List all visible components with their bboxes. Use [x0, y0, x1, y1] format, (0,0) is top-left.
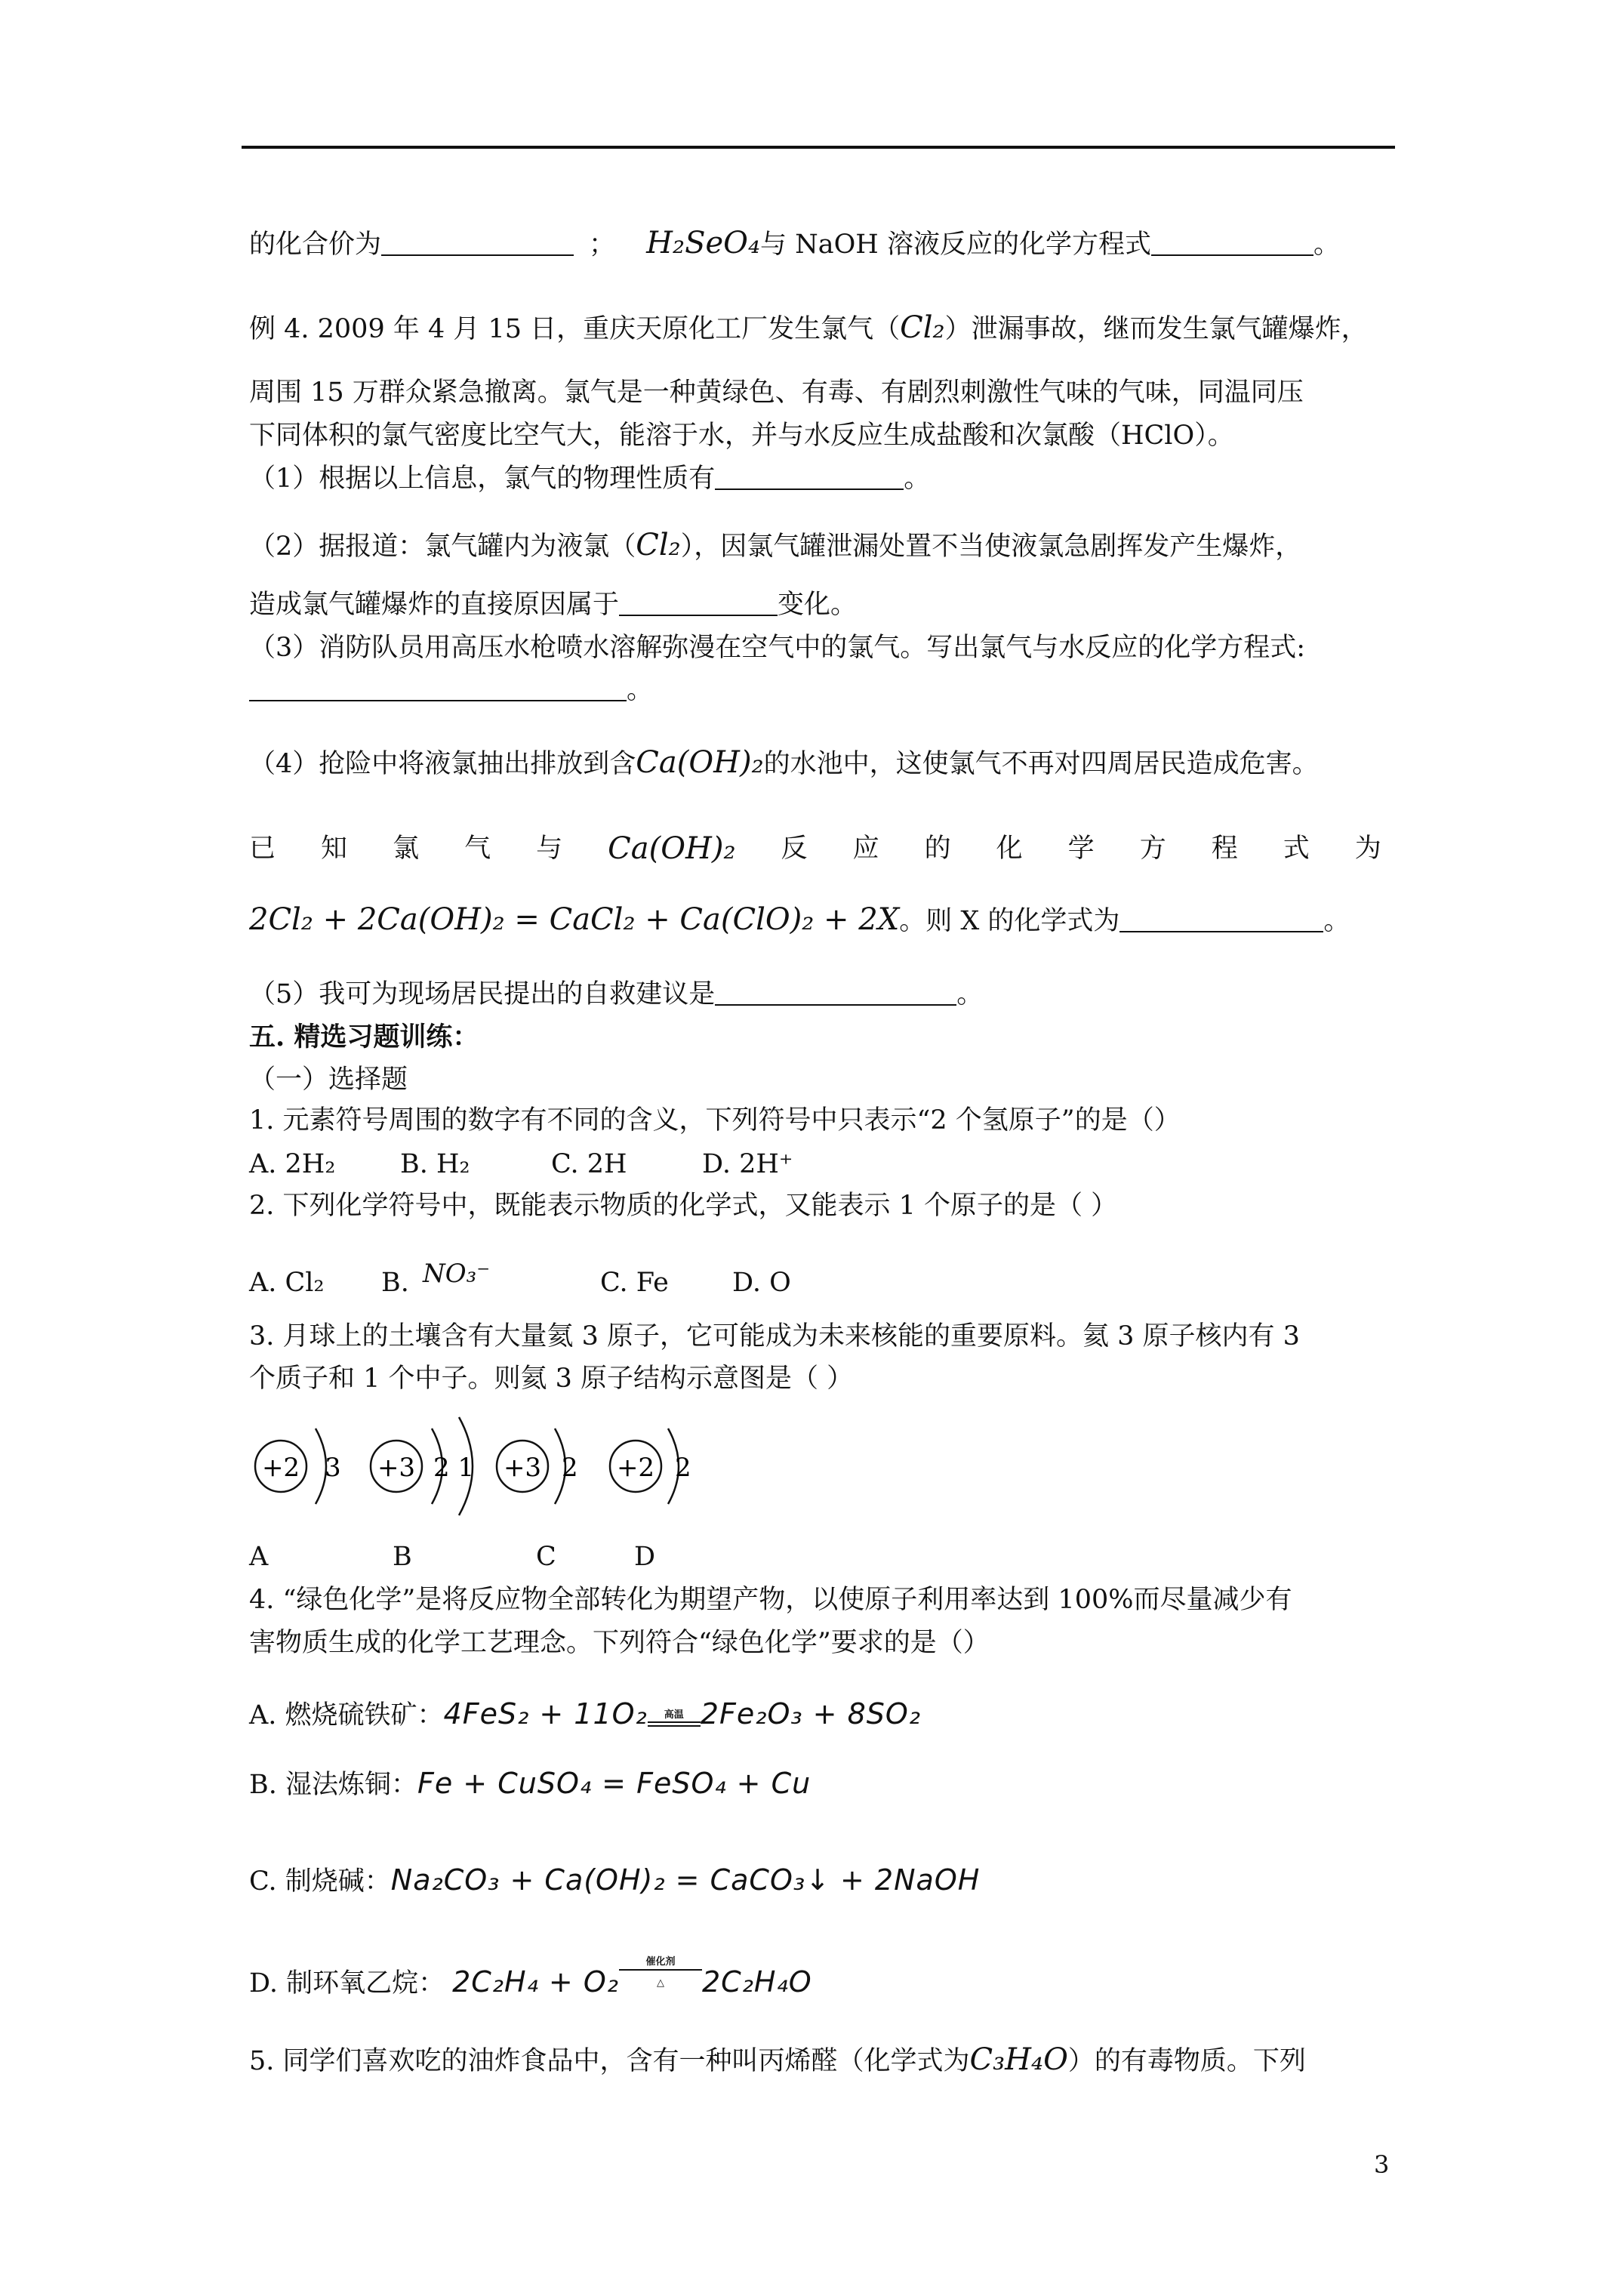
- question-2-line2: 造成氯气罐爆炸的直接原因属于 变化。: [249, 590, 858, 620]
- question-4-line2: 已 知 氯 气 与 Ca(OH)₂ 反 应 的 化 学 方 程 式 为: [249, 831, 1381, 866]
- choice-question-1: 1. 元素符号周围的数字有不同的含义，下列符号中只表示“2 个氢原子”的是（）: [249, 1105, 1181, 1136]
- atom-structure-diagrams: [249, 1406, 710, 1527]
- label-a: A: [249, 1542, 269, 1572]
- svg-text:2 1: 2 1: [433, 1453, 475, 1483]
- svg-text:2: 2: [562, 1453, 578, 1483]
- label-b: B: [393, 1542, 412, 1572]
- answer-blank[interactable]: [1151, 230, 1313, 256]
- choice-1-options: [249, 1148, 853, 1181]
- option-a[interactable]: A. Cl₂: [249, 1268, 325, 1298]
- choice-question-4-line1: 4. “绿色化学”是将反应物全部转化为期望产物，以使原子利用率达到 100%而尽量减少有: [249, 1585, 1292, 1615]
- condition-high-temp: 高温: [648, 1704, 701, 1727]
- question-4-line1: （4）抢险中将液氯抽出排放到含Ca(OH)₂的水池中，这使氯气不再对四周居民造成危害。: [249, 745, 1319, 780]
- answer-blank[interactable]: [381, 230, 574, 256]
- choice-4-option-c[interactable]: C. 制烧碱：Na₂CO₃ + Ca(OH)₂ = CaCO₃↓ + 2NaOH: [249, 1863, 981, 1897]
- option-c[interactable]: C. 2H: [551, 1149, 627, 1179]
- line-valence: 的化合价为 ； H₂SeO₄与 NaOH 溶液反应的化学方程式 。: [249, 226, 1340, 260]
- choice-question-2: 2. 下列化学符号中，既能表示物质的化学式，又能表示 1 个原子的是（ ）: [249, 1191, 1118, 1221]
- equation-chlorine-lime: 2Cl₂ + 2Ca(OH)₂ = CaCl₂ + Ca(ClO)₂ + 2X: [249, 902, 900, 937]
- atom-b[interactable]: [371, 1417, 474, 1515]
- choice-question-3-line1: 3. 月球上的土壤含有大量氦 3 原子，它可能成为未来核能的重要原料。氦 3 原子核内有 3: [249, 1321, 1300, 1351]
- choice-4-option-d[interactable]: D. 制环氧乙烷： 2C₂H₄ + O₂催化剂 △ 2C₂H₄O: [249, 1951, 812, 2000]
- example4-line1: 例 4. 2009 年 4 月 15 日，重庆天原化工厂发生氯气（Cl₂）泄漏事故，继而发生氯气罐爆炸，: [249, 310, 1368, 345]
- subsection-choice: （一）选择题: [249, 1065, 408, 1095]
- question-1: （1）根据以上信息，氯气的物理性质有 。: [249, 464, 931, 494]
- atom-c[interactable]: [497, 1428, 578, 1504]
- option-d[interactable]: D. 2H⁺: [702, 1149, 793, 1179]
- svg-text:2: 2: [675, 1453, 691, 1483]
- formula-caoh2: Ca(OH)₂: [636, 745, 764, 780]
- formula-cl2: Cl₂: [900, 310, 945, 345]
- question-5: （5）我可为现场居民提出的自救建议是 。: [249, 979, 984, 1009]
- choice-2-options: [249, 1257, 845, 1299]
- formula-acrolein: C₃H₄O: [969, 2042, 1068, 2077]
- formula-h2seo4: H₂SeO₄: [646, 226, 760, 260]
- header-rule: [242, 146, 1395, 149]
- answer-blank[interactable]: [715, 980, 956, 1006]
- choice-question-3-line2: 个质子和 1 个中子。则氦 3 原子结构示意图是（ ）: [249, 1364, 854, 1394]
- question-3-line1: （3）消防队员用高压水枪喷水溶解弥漫在空气中的氯气。写出氯气与水反应的化学方程式:: [249, 633, 1306, 663]
- question-4-line3: 2Cl₂ + 2Ca(OH)₂ = CaCl₂ + Ca(ClO)₂ + 2X。则 X 的化学式为 。: [249, 902, 1350, 937]
- choice-3-labels: [249, 1540, 710, 1573]
- choice-question-4-line2: 害物质生成的化学工艺理念。下列符合“绿色化学”要求的是（）: [249, 1628, 990, 1658]
- choice-question-5: 5. 同学们喜欢吃的油炸食品中，含有一种叫丙烯醛（化学式为C₃H₄O）的有毒物质。下列: [249, 2042, 1306, 2077]
- label-c: C: [536, 1542, 556, 1572]
- formula-no3: NO₃⁻: [423, 1259, 491, 1289]
- option-c[interactable]: C. Fe: [600, 1268, 669, 1298]
- example4-line2: 周围 15 万群众紧急撤离。氯气是一种黄绿色、有毒、有剧烈刺激性气味的气味，同温同压: [249, 378, 1304, 408]
- answer-blank[interactable]: [619, 590, 778, 616]
- svg-text:+2: +2: [261, 1453, 300, 1483]
- atom-d[interactable]: [610, 1428, 691, 1504]
- option-b[interactable]: B.: [381, 1268, 409, 1298]
- option-a[interactable]: A. 2H₂: [249, 1149, 336, 1179]
- option-b[interactable]: B. H₂: [400, 1149, 470, 1179]
- svg-text:+3: +3: [503, 1453, 542, 1483]
- choice-4-option-b[interactable]: B. 湿法炼铜：Fe + CuSO₄ = FeSO₄ + Cu: [249, 1767, 812, 1800]
- answer-blank[interactable]: [1119, 907, 1323, 932]
- question-3-line2: 。: [249, 673, 653, 707]
- condition-catalyst-heat: 催化剂 △: [619, 1951, 702, 1989]
- answer-blank[interactable]: [715, 464, 904, 490]
- svg-text:+3: +3: [377, 1453, 416, 1483]
- svg-text:3: 3: [325, 1453, 341, 1483]
- formula-cl2: Cl₂: [636, 528, 681, 562]
- option-d[interactable]: D. O: [732, 1268, 791, 1298]
- atom-a[interactable]: [255, 1428, 341, 1504]
- page-number: 3: [1374, 2150, 1390, 2179]
- choice-4-option-a[interactable]: A. 燃烧硫铁矿：4FeS₂ + 11O₂ 高温 2Fe₂O₃ + 8SO₂: [249, 1697, 922, 1730]
- section-5-heading: 五. 精选习题训练：: [249, 1022, 479, 1052]
- example4-line3: 下同体积的氯气密度比空气大，能溶于水，并与水反应生成盐酸和次氯酸（HClO）。: [249, 421, 1234, 451]
- question-2-line1: （2）据报道：氯气罐内为液氯（Cl₂），因氯气罐泄漏处置不当使液氯急剧挥发产生爆炸，: [249, 528, 1302, 562]
- svg-text:+2: +2: [616, 1453, 655, 1483]
- formula-caoh2: Ca(OH)₂: [608, 831, 736, 866]
- answer-blank[interactable]: [249, 676, 627, 701]
- label-d: D: [634, 1542, 656, 1572]
